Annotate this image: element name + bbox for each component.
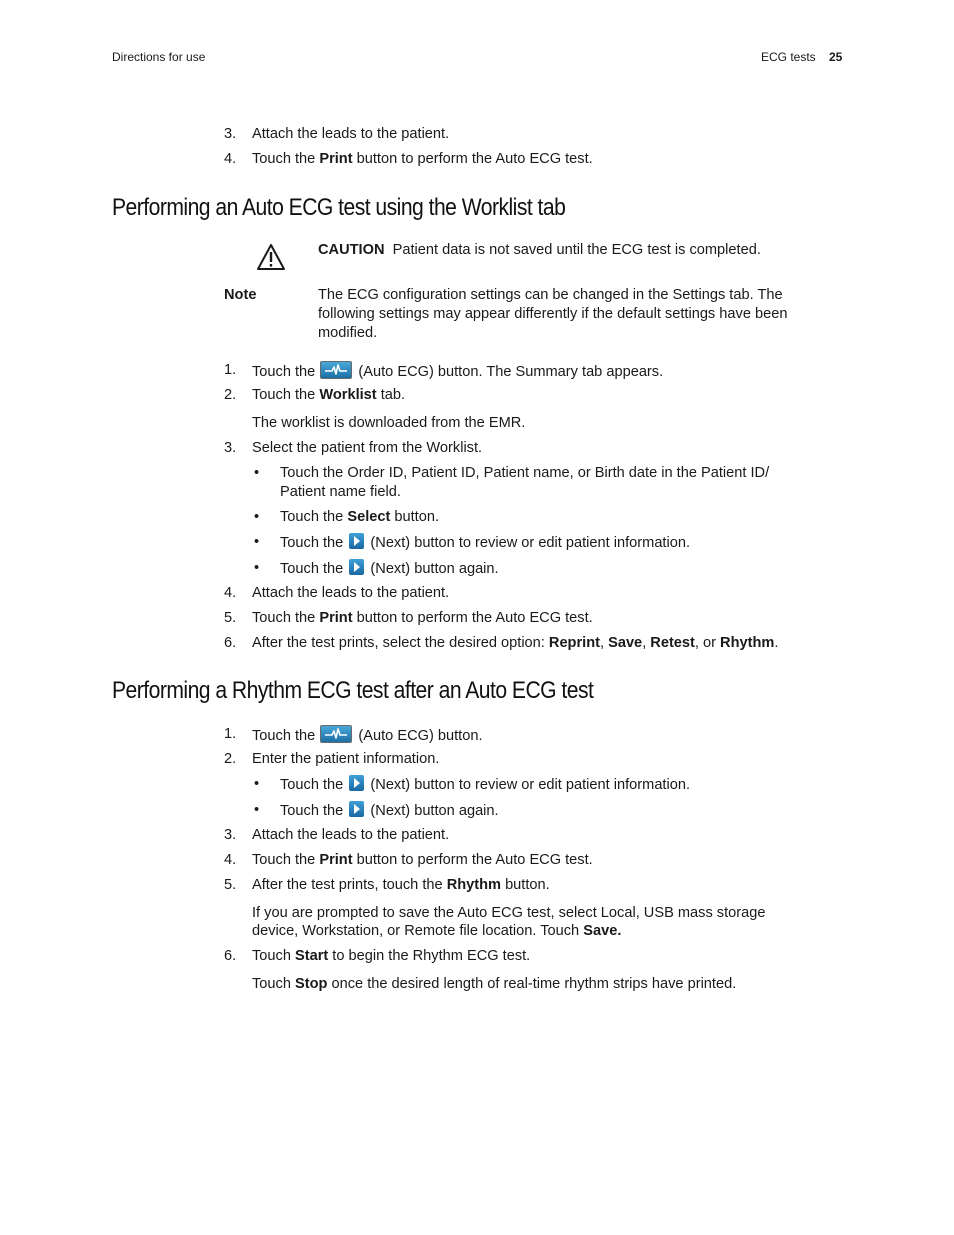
step-number: 4. xyxy=(224,852,237,868)
bullet-text: Touch the (Next) button again. xyxy=(280,803,499,819)
step-number: 2. xyxy=(224,387,237,403)
step-text: Attach the leads to the patient. xyxy=(252,827,450,843)
step-number: 3. xyxy=(224,126,237,142)
bullet-marker: • xyxy=(254,509,260,525)
step-text: Attach the leads to the patient. xyxy=(252,126,450,142)
bullet-marker: • xyxy=(254,802,260,818)
step-number: 1. xyxy=(224,362,237,378)
step-number: 5. xyxy=(224,610,237,626)
auto-ecg-icon xyxy=(320,361,352,379)
bullet-text: Touch the (Next) button to review or edit patient information. xyxy=(280,777,691,793)
next-arrow-icon xyxy=(349,801,364,817)
step-text: After the test prints, touch the Rhythm button. xyxy=(252,877,550,893)
step-text: Select the patient from the Worklist. xyxy=(252,440,483,456)
next-arrow-icon xyxy=(349,559,364,575)
next-arrow-icon xyxy=(349,775,364,791)
step-number: 3. xyxy=(224,440,237,456)
next-arrow-icon xyxy=(349,533,364,549)
bullet-text: Touch the (Next) button again. xyxy=(280,561,499,577)
bullet-marker: • xyxy=(254,560,260,576)
step-number: 6. xyxy=(224,635,237,651)
bullet-text: Patient name field. xyxy=(280,484,401,500)
step-number: 4. xyxy=(224,585,237,601)
step-number: 4. xyxy=(224,151,237,167)
auto-ecg-icon xyxy=(320,725,352,743)
section-heading-worklist: Performing an Auto ECG test using the Worklist tab xyxy=(112,194,566,221)
bullet-marker: • xyxy=(254,465,260,481)
step-text: After the test prints, select the desired option: Reprint, Save, Retest, or Rhythm. xyxy=(252,635,779,651)
step-number: 2. xyxy=(224,751,237,767)
step-paragraph: The worklist is downloaded from the EMR. xyxy=(252,415,526,431)
step-number: 5. xyxy=(224,877,237,893)
step-paragraph: device, Workstation, or Remote file location. Touch Save. xyxy=(252,923,622,939)
section-heading-rhythm: Performing a Rhythm ECG test after an Auto ECG test xyxy=(112,677,594,704)
step-text: Touch the Print button to perform the Auto ECG test. xyxy=(252,852,593,868)
bullet-text: Touch the (Next) button to review or edit patient information. xyxy=(280,535,691,551)
bullet-marker: • xyxy=(254,534,260,550)
step-text: Touch Start to begin the Rhythm ECG test. xyxy=(252,948,531,964)
step-text: Touch the Print button to perform the Auto ECG test. xyxy=(252,610,593,626)
step-text: Attach the leads to the patient. xyxy=(252,585,450,601)
warning-triangle-icon xyxy=(256,243,286,271)
step-number: 1. xyxy=(224,726,237,742)
step-text: Touch the (Auto ECG) button. xyxy=(252,725,483,746)
note-text: The ECG configuration settings can be changed in the Settings tab. The following settings may appear differently if the default settings have been modified. xyxy=(318,287,788,341)
caution-label: CAUTION xyxy=(318,242,385,258)
note-label: Note xyxy=(224,287,257,303)
bullet-marker: • xyxy=(254,776,260,792)
running-header-section: ECG tests xyxy=(761,50,816,64)
step-number: 3. xyxy=(224,827,237,843)
step-text: Enter the patient information. xyxy=(252,751,440,767)
step-paragraph: Touch Stop once the desired length of real-time rhythm strips have printed. xyxy=(252,976,737,992)
running-header-title: Directions for use xyxy=(112,50,206,64)
step-number: 6. xyxy=(224,948,237,964)
caution-message: CAUTION Patient data is not saved until the ECG test is completed. xyxy=(318,242,761,258)
bullet-text: Touch the Order ID, Patient ID, Patient name, or Birth date in the Patient ID/ xyxy=(280,465,770,481)
step-text: Touch the Worklist tab. xyxy=(252,387,406,403)
step-text: Touch the Print button to perform the Auto ECG test. xyxy=(252,151,593,167)
step-text: Touch the (Auto ECG) button. The Summary tab appears. xyxy=(252,361,663,382)
step-paragraph: If you are prompted to save the Auto ECG test, select Local, USB mass storage xyxy=(252,905,766,921)
bullet-text: Touch the Select button. xyxy=(280,509,440,525)
page-number: 25 xyxy=(829,50,843,64)
